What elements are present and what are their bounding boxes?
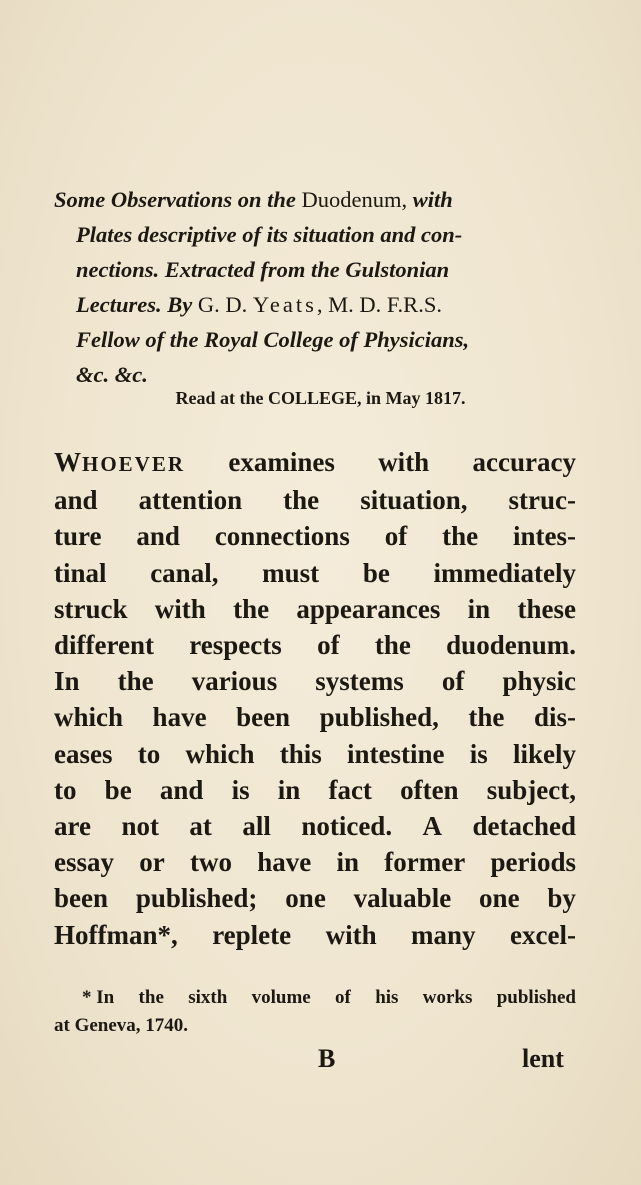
read-at-line: Read at the COLLEGE, in May 1817. [175,388,466,408]
opening-word: WHOEVER [54,447,186,477]
heading-line-5: Fellow of the Royal College of Physicians, [76,327,470,352]
heading-line-3: nections. Extracted from the Gulstonian [76,257,450,282]
article-heading [54,182,574,392]
heading-line-1: Some Observations on the Duodenum, with [54,187,453,212]
body-lines [54,482,576,953]
footnote [54,984,576,1040]
body-line-11: are not at all noticed. A detached [54,811,576,842]
body-line-14: Hoffman*, replete with many excel- [54,919,576,950]
body-line-5: struck with the appearances in these [54,593,576,624]
body-paragraph [54,444,576,953]
signature-mark: B [318,1044,336,1073]
body-line-8: which have been published, the dis- [54,702,576,733]
body-line-2: and attention the situation, struc- [54,485,576,516]
heading-line-2: Plates descriptive of its situation and con- [76,222,463,247]
body-line-9: eases to which this intestine is likely [54,738,576,769]
footnote-line-2: at Geneva, 1740. [54,1015,189,1036]
body-line-13: been published; one valuable one by [54,883,576,914]
catchword: lent [522,1044,564,1073]
footnote-line-1: * In the sixth volume of his works published [82,987,576,1008]
heading-line-4: Lectures. By G. D. Yeats, M. D. F.R.S. [76,292,442,317]
body-line-6: different respects of the duodenum. [54,630,576,661]
body-line-1: WHOEVER examines with accuracy [54,444,576,482]
body-line-12: essay or two have in former periods [54,847,576,878]
body-line-3: ture and connections of the intes- [54,521,576,552]
body-line-4: tinal canal, must be immediately [54,557,576,588]
body-line-7: In the various systems of physic [54,666,576,697]
body-line-10: to be and is in fact often subject, [54,774,576,805]
heading-line-6: &c. &c. [76,362,148,387]
